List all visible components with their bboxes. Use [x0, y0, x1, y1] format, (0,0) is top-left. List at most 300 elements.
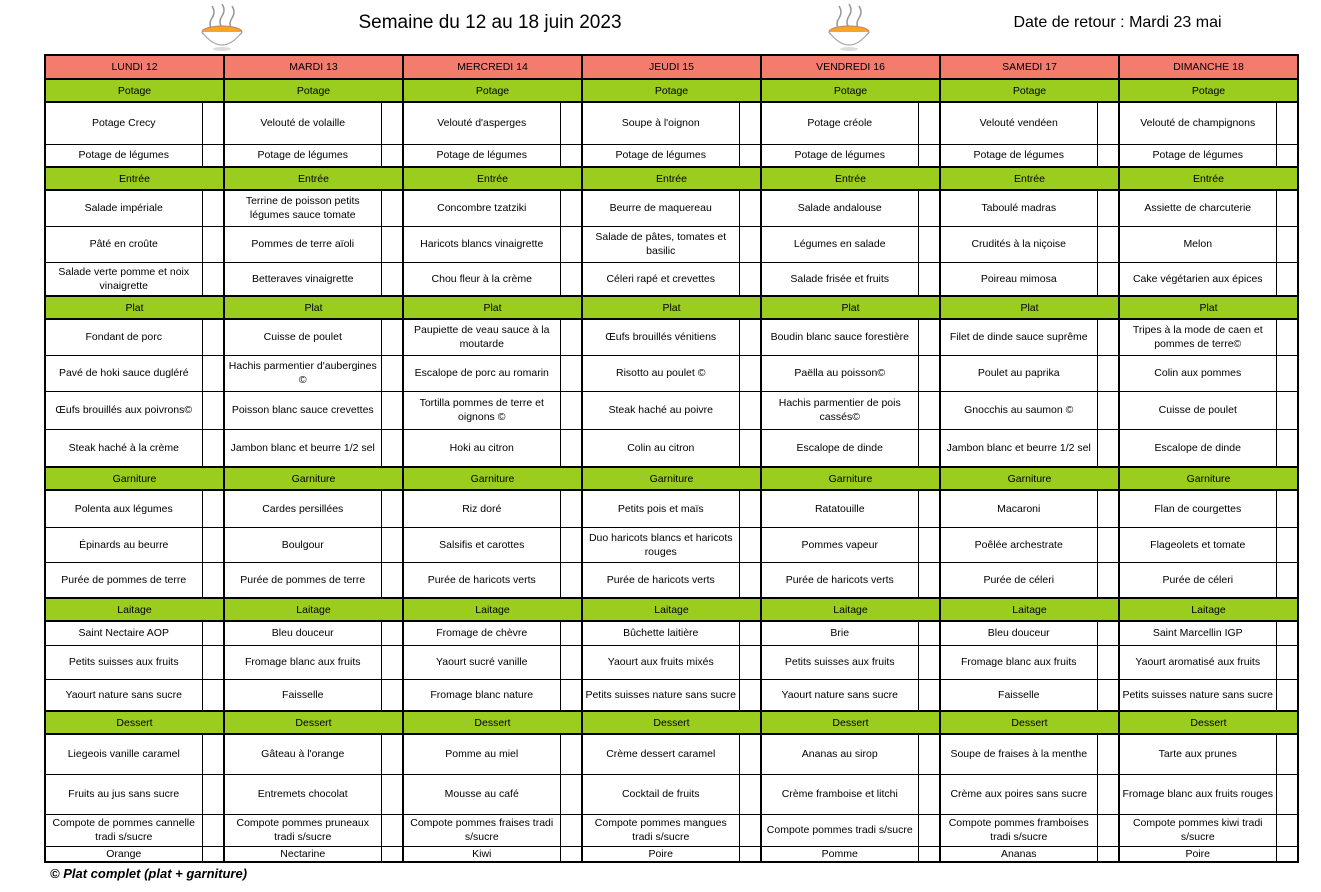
soup-bowl-icon [825, 2, 873, 52]
choice-box[interactable] [918, 621, 940, 645]
choice-box[interactable] [739, 846, 761, 862]
menu-item: Légumes en salade [761, 226, 918, 262]
menu-item: Ananas [940, 846, 1097, 862]
choice-box[interactable] [1097, 102, 1119, 144]
choice-box[interactable] [560, 645, 582, 679]
choice-box[interactable] [202, 645, 224, 679]
choice-box[interactable] [1276, 621, 1298, 645]
menu-item: Potage de légumes [45, 144, 202, 167]
category-label: Potage [940, 79, 1119, 102]
choice-box[interactable] [1276, 562, 1298, 598]
choice-box[interactable] [739, 226, 761, 262]
menu-item: Crème dessert caramel [582, 734, 739, 774]
choice-box[interactable] [1276, 319, 1298, 355]
menu-item: Tripes à la mode de caen et pommes de terre© [1119, 319, 1276, 355]
choice-box[interactable] [381, 226, 403, 262]
menu-row [45, 679, 1298, 711]
choice-box[interactable] [560, 144, 582, 167]
menu-row [45, 319, 1298, 355]
choice-box[interactable] [1097, 355, 1119, 391]
category-label: Garniture [224, 467, 403, 490]
category-label: Entrée [940, 167, 1119, 190]
menu-item: Cake végétarien aux épices [1119, 262, 1276, 296]
choice-box[interactable] [202, 490, 224, 527]
menu-item: Crème aux poires sans sucre [940, 774, 1097, 814]
category-row [45, 598, 1298, 621]
menu-item: Ananas au sirop [761, 734, 918, 774]
menu-item: Cuisse de poulet [1119, 391, 1276, 429]
menu-item: Compote pommes pruneaux tradi s/sucre [224, 814, 381, 846]
menu-item: Soupe de fraises à la menthe [940, 734, 1097, 774]
day-header: VENDREDI 16 [761, 55, 940, 79]
menu-item: Boudin blanc sauce forestière [761, 319, 918, 355]
menu-item: Escalope de dinde [1119, 429, 1276, 467]
choice-box[interactable] [381, 679, 403, 711]
choice-box[interactable] [202, 102, 224, 144]
choice-box[interactable] [381, 391, 403, 429]
menu-item: Saint Nectaire AOP [45, 621, 202, 645]
menu-item: Terrine de poisson petits légumes sauce tomate [224, 190, 381, 226]
choice-box[interactable] [202, 319, 224, 355]
menu-item: Macaroni [940, 490, 1097, 527]
menu-item: Cuisse de poulet [224, 319, 381, 355]
choice-box[interactable] [381, 527, 403, 562]
choice-box[interactable] [1097, 846, 1119, 862]
menu-item: Hachis parmentier de pois cassés© [761, 391, 918, 429]
choice-box[interactable] [1276, 814, 1298, 846]
choice-box[interactable] [918, 645, 940, 679]
choice-box[interactable] [202, 774, 224, 814]
menu-row [45, 226, 1298, 262]
category-label: Garniture [1119, 467, 1298, 490]
choice-box[interactable] [1276, 144, 1298, 167]
category-label: Plat [761, 296, 940, 319]
choice-box[interactable] [560, 262, 582, 296]
menu-item: Pomme au miel [403, 734, 560, 774]
category-label: Dessert [224, 711, 403, 734]
choice-box[interactable] [739, 102, 761, 144]
menu-item: Ratatouille [761, 490, 918, 527]
choice-box[interactable] [918, 226, 940, 262]
choice-box[interactable] [918, 734, 940, 774]
choice-box[interactable] [1097, 774, 1119, 814]
menu-item: Gâteau à l'orange [224, 734, 381, 774]
choice-box[interactable] [1276, 490, 1298, 527]
choice-box[interactable] [739, 527, 761, 562]
category-label: Plat [224, 296, 403, 319]
menu-item: Pâté en croûte [45, 226, 202, 262]
choice-box[interactable] [739, 774, 761, 814]
choice-box[interactable] [739, 621, 761, 645]
menu-row [45, 391, 1298, 429]
menu-row [45, 774, 1298, 814]
choice-box[interactable] [918, 190, 940, 226]
choice-box[interactable] [1276, 645, 1298, 679]
category-row [45, 711, 1298, 734]
menu-item: Potage de légumes [403, 144, 560, 167]
category-label: Potage [224, 79, 403, 102]
menu-item: Faisselle [940, 679, 1097, 711]
choice-box[interactable] [739, 319, 761, 355]
menu-row [45, 562, 1298, 598]
choice-box[interactable] [918, 774, 940, 814]
choice-box[interactable] [918, 144, 940, 167]
category-label: Potage [403, 79, 582, 102]
category-label: Plat [940, 296, 1119, 319]
menu-row [45, 262, 1298, 296]
menu-item: Fromage blanc aux fruits rouges [1119, 774, 1276, 814]
menu-item: Bûchette laitière [582, 621, 739, 645]
choice-box[interactable] [739, 262, 761, 296]
category-label: Dessert [403, 711, 582, 734]
choice-box[interactable] [202, 429, 224, 467]
category-label: Potage [761, 79, 940, 102]
choice-box[interactable] [202, 226, 224, 262]
day-header-row [45, 55, 1298, 79]
choice-box[interactable] [560, 190, 582, 226]
menu-row [45, 527, 1298, 562]
menu-item: Fruits au jus sans sucre [45, 774, 202, 814]
category-label: Dessert [582, 711, 761, 734]
choice-box[interactable] [1276, 262, 1298, 296]
menu-item: Poireau mimosa [940, 262, 1097, 296]
choice-box[interactable] [560, 226, 582, 262]
menu-item: Poulet au paprika [940, 355, 1097, 391]
choice-box[interactable] [739, 429, 761, 467]
category-row [45, 467, 1298, 490]
choice-box[interactable] [560, 621, 582, 645]
choice-box[interactable] [739, 679, 761, 711]
category-label: Entrée [403, 167, 582, 190]
menu-row [45, 190, 1298, 226]
menu-item: Risotto au poulet © [582, 355, 739, 391]
menu-item: Épinards au beurre [45, 527, 202, 562]
category-row [45, 167, 1298, 190]
menu-item: Faisselle [224, 679, 381, 711]
choice-box[interactable] [1276, 226, 1298, 262]
menu-item: Compote pommes framboises tradi s/sucre [940, 814, 1097, 846]
menu-item: Compote de pommes cannelle tradi s/sucre [45, 814, 202, 846]
choice-box[interactable] [560, 355, 582, 391]
choice-box[interactable] [560, 490, 582, 527]
choice-box[interactable] [1276, 679, 1298, 711]
choice-box[interactable] [381, 102, 403, 144]
choice-box[interactable] [381, 562, 403, 598]
choice-box[interactable] [381, 319, 403, 355]
menu-item: Saint Marcellin IGP [1119, 621, 1276, 645]
category-label: Laitage [940, 598, 1119, 621]
choice-box[interactable] [381, 429, 403, 467]
choice-box[interactable] [560, 102, 582, 144]
menu-item: Yaourt nature sans sucre [45, 679, 202, 711]
choice-box[interactable] [918, 391, 940, 429]
category-label: Potage [1119, 79, 1298, 102]
choice-box[interactable] [1097, 645, 1119, 679]
choice-box[interactable] [560, 734, 582, 774]
category-label: Entrée [45, 167, 224, 190]
choice-box[interactable] [1097, 190, 1119, 226]
menu-item: Salade verte pomme et noix vinaigrette [45, 262, 202, 296]
choice-box[interactable] [560, 814, 582, 846]
choice-box[interactable] [1276, 429, 1298, 467]
choice-box[interactable] [739, 814, 761, 846]
menu-item: Potage de légumes [224, 144, 381, 167]
category-label: Laitage [582, 598, 761, 621]
choice-box[interactable] [560, 846, 582, 862]
menu-item: Escalope de porc au romarin [403, 355, 560, 391]
choice-box[interactable] [202, 814, 224, 846]
choice-box[interactable] [560, 774, 582, 814]
choice-box[interactable] [739, 391, 761, 429]
choice-box[interactable] [381, 846, 403, 862]
menu-item: Hoki au citron [403, 429, 560, 467]
menu-item: Bleu douceur [224, 621, 381, 645]
menu-row [45, 846, 1298, 862]
menu-item: Polenta aux légumes [45, 490, 202, 527]
category-label: Plat [403, 296, 582, 319]
menu-item: Taboulé madras [940, 190, 1097, 226]
day-header: LUNDI 12 [45, 55, 224, 79]
choice-box[interactable] [1276, 846, 1298, 862]
category-label: Dessert [1119, 711, 1298, 734]
choice-box[interactable] [202, 527, 224, 562]
choice-box[interactable] [560, 429, 582, 467]
choice-box[interactable] [1276, 774, 1298, 814]
choice-box[interactable] [381, 734, 403, 774]
category-label: Dessert [45, 711, 224, 734]
menu-item: Petits suisses aux fruits [45, 645, 202, 679]
weekly-menu-table [44, 54, 1299, 863]
choice-box[interactable] [739, 562, 761, 598]
choice-box[interactable] [918, 262, 940, 296]
choice-box[interactable] [381, 355, 403, 391]
choice-box[interactable] [918, 429, 940, 467]
menu-item: Riz doré [403, 490, 560, 527]
menu-item: Hachis parmentier d'aubergines © [224, 355, 381, 391]
menu-item: Flageolets et tomate [1119, 527, 1276, 562]
choice-box[interactable] [918, 102, 940, 144]
menu-item: Jambon blanc et beurre 1/2 sel [940, 429, 1097, 467]
menu-item: Compote pommes fraises tradi s/sucre [403, 814, 560, 846]
choice-box[interactable] [1097, 734, 1119, 774]
menu-item: Soupe à l'oignon [582, 102, 739, 144]
menu-item: Fromage blanc aux fruits [224, 645, 381, 679]
category-label: Entrée [761, 167, 940, 190]
choice-box[interactable] [918, 490, 940, 527]
choice-box[interactable] [739, 355, 761, 391]
choice-box[interactable] [1097, 262, 1119, 296]
menu-item: Œufs brouillés vénitiens [582, 319, 739, 355]
choice-box[interactable] [381, 262, 403, 296]
day-header: MERCREDI 14 [403, 55, 582, 79]
choice-box[interactable] [560, 562, 582, 598]
choice-box[interactable] [918, 527, 940, 562]
menu-row [45, 102, 1298, 144]
menu-item: Compote pommes mangues tradi s/sucre [582, 814, 739, 846]
choice-box[interactable] [1097, 562, 1119, 598]
page-header [0, 0, 1321, 54]
menu-item: Boulgour [224, 527, 381, 562]
choice-box[interactable] [381, 774, 403, 814]
choice-box[interactable] [560, 527, 582, 562]
choice-box[interactable] [739, 734, 761, 774]
category-label: Entrée [582, 167, 761, 190]
choice-box[interactable] [1276, 355, 1298, 391]
category-label: Laitage [224, 598, 403, 621]
menu-item: Potage de légumes [761, 144, 918, 167]
menu-item: Purée de pommes de terre [45, 562, 202, 598]
menu-item: Escalope de dinde [761, 429, 918, 467]
menu-item: Velouté de champignons [1119, 102, 1276, 144]
menu-item: Yaourt aux fruits mixés [582, 645, 739, 679]
choice-box[interactable] [560, 319, 582, 355]
menu-row [45, 621, 1298, 645]
category-label: Laitage [1119, 598, 1298, 621]
menu-item: Potage de légumes [582, 144, 739, 167]
choice-box[interactable] [918, 319, 940, 355]
menu-item: Purée de pommes de terre [224, 562, 381, 598]
choice-box[interactable] [1097, 144, 1119, 167]
menu-item: Cardes persillées [224, 490, 381, 527]
choice-box[interactable] [739, 490, 761, 527]
menu-item: Betteraves vinaigrette [224, 262, 381, 296]
choice-box[interactable] [560, 679, 582, 711]
menu-item: Salade de pâtes, tomates et basilic [582, 226, 739, 262]
menu-row [45, 645, 1298, 679]
category-label: Plat [45, 296, 224, 319]
menu-item: Colin aux pommes [1119, 355, 1276, 391]
menu-item: Flan de courgettes [1119, 490, 1276, 527]
choice-box[interactable] [1097, 391, 1119, 429]
choice-box[interactable] [1276, 102, 1298, 144]
menu-item: Salade frisée et fruits [761, 262, 918, 296]
menu-item: Gnocchis au saumon © [940, 391, 1097, 429]
choice-box[interactable] [381, 190, 403, 226]
choice-box[interactable] [202, 562, 224, 598]
menu-item: Potage Crecy [45, 102, 202, 144]
menu-item: Colin au citron [582, 429, 739, 467]
menu-item: Poisson blanc sauce crevettes [224, 391, 381, 429]
menu-item: Fromage blanc nature [403, 679, 560, 711]
choice-box[interactable] [1097, 621, 1119, 645]
choice-box[interactable] [202, 846, 224, 862]
menu-row [45, 355, 1298, 391]
category-label: Dessert [761, 711, 940, 734]
choice-box[interactable] [560, 391, 582, 429]
choice-box[interactable] [1097, 319, 1119, 355]
menu-item: Cocktail de fruits [582, 774, 739, 814]
day-header: SAMEDI 17 [940, 55, 1119, 79]
choice-box[interactable] [1097, 527, 1119, 562]
choice-box[interactable] [381, 621, 403, 645]
choice-box[interactable] [202, 621, 224, 645]
menu-item: Pommes de terre aïoli [224, 226, 381, 262]
choice-box[interactable] [381, 144, 403, 167]
return-date: Date de retour : Mardi 23 mai [1013, 14, 1222, 31]
menu-item: Fondant de porc [45, 319, 202, 355]
menu-row [45, 734, 1298, 774]
choice-box[interactable] [1276, 527, 1298, 562]
choice-box[interactable] [918, 562, 940, 598]
choice-box[interactable] [202, 391, 224, 429]
choice-box[interactable] [202, 144, 224, 167]
menu-item: Filet de dinde sauce suprême [940, 319, 1097, 355]
choice-box[interactable] [1097, 429, 1119, 467]
category-label: Laitage [45, 598, 224, 621]
footnote: © Plat complet (plat + garniture) [50, 866, 248, 881]
category-label: Garniture [582, 467, 761, 490]
choice-box[interactable] [918, 846, 940, 862]
choice-box[interactable] [202, 190, 224, 226]
menu-item: Petits pois et maïs [582, 490, 739, 527]
menu-item: Petits suisses aux fruits [761, 645, 918, 679]
category-row [45, 296, 1298, 319]
choice-box[interactable] [739, 144, 761, 167]
category-label: Garniture [761, 467, 940, 490]
choice-box[interactable] [739, 645, 761, 679]
menu-item: Yaourt nature sans sucre [761, 679, 918, 711]
choice-box[interactable] [1097, 226, 1119, 262]
category-label: Potage [45, 79, 224, 102]
menu-item: Poire [1119, 846, 1276, 862]
menu-item: Potage de légumes [940, 144, 1097, 167]
menu-item: Salade impériale [45, 190, 202, 226]
menu-item: Fromage blanc aux fruits [940, 645, 1097, 679]
choice-box[interactable] [1276, 190, 1298, 226]
menu-item: Orange [45, 846, 202, 862]
menu-item: Petits suisses nature sans sucre [582, 679, 739, 711]
menu-item: Poêlée archestrate [940, 527, 1097, 562]
category-label: Laitage [403, 598, 582, 621]
choice-box[interactable] [1097, 814, 1119, 846]
menu-item: Melon [1119, 226, 1276, 262]
menu-item: Concombre tzatziki [403, 190, 560, 226]
category-label: Dessert [940, 711, 1119, 734]
menu-item: Potage de légumes [1119, 144, 1276, 167]
menu-row [45, 814, 1298, 846]
choice-box[interactable] [202, 679, 224, 711]
choice-box[interactable] [918, 355, 940, 391]
choice-box[interactable] [918, 679, 940, 711]
menu-item: Haricots blancs vinaigrette [403, 226, 560, 262]
choice-box[interactable] [381, 645, 403, 679]
soup-bowl-icon [198, 2, 246, 52]
choice-box[interactable] [1097, 679, 1119, 711]
choice-box[interactable] [202, 734, 224, 774]
day-header: DIMANCHE 18 [1119, 55, 1298, 79]
choice-box[interactable] [739, 190, 761, 226]
menu-item: Yaourt sucré vanille [403, 645, 560, 679]
choice-box[interactable] [381, 814, 403, 846]
menu-item: Paëlla au poisson© [761, 355, 918, 391]
choice-box[interactable] [1097, 490, 1119, 527]
choice-box[interactable] [1276, 734, 1298, 774]
menu-item: Nectarine [224, 846, 381, 862]
menu-item: Compote pommes tradi s/sucre [761, 814, 918, 846]
choice-box[interactable] [918, 814, 940, 846]
menu-item: Purée de céleri [940, 562, 1097, 598]
page-title: Semaine du 12 au 18 juin 2023 [358, 12, 622, 33]
menu-item: Yaourt aromatisé aux fruits [1119, 645, 1276, 679]
choice-box[interactable] [202, 355, 224, 391]
menu-item: Chou fleur à la crème [403, 262, 560, 296]
choice-box[interactable] [1276, 391, 1298, 429]
menu-item: Kiwi [403, 846, 560, 862]
choice-box[interactable] [381, 490, 403, 527]
menu-item: Fromage de chèvre [403, 621, 560, 645]
choice-box[interactable] [202, 262, 224, 296]
menu-item: Beurre de maquereau [582, 190, 739, 226]
